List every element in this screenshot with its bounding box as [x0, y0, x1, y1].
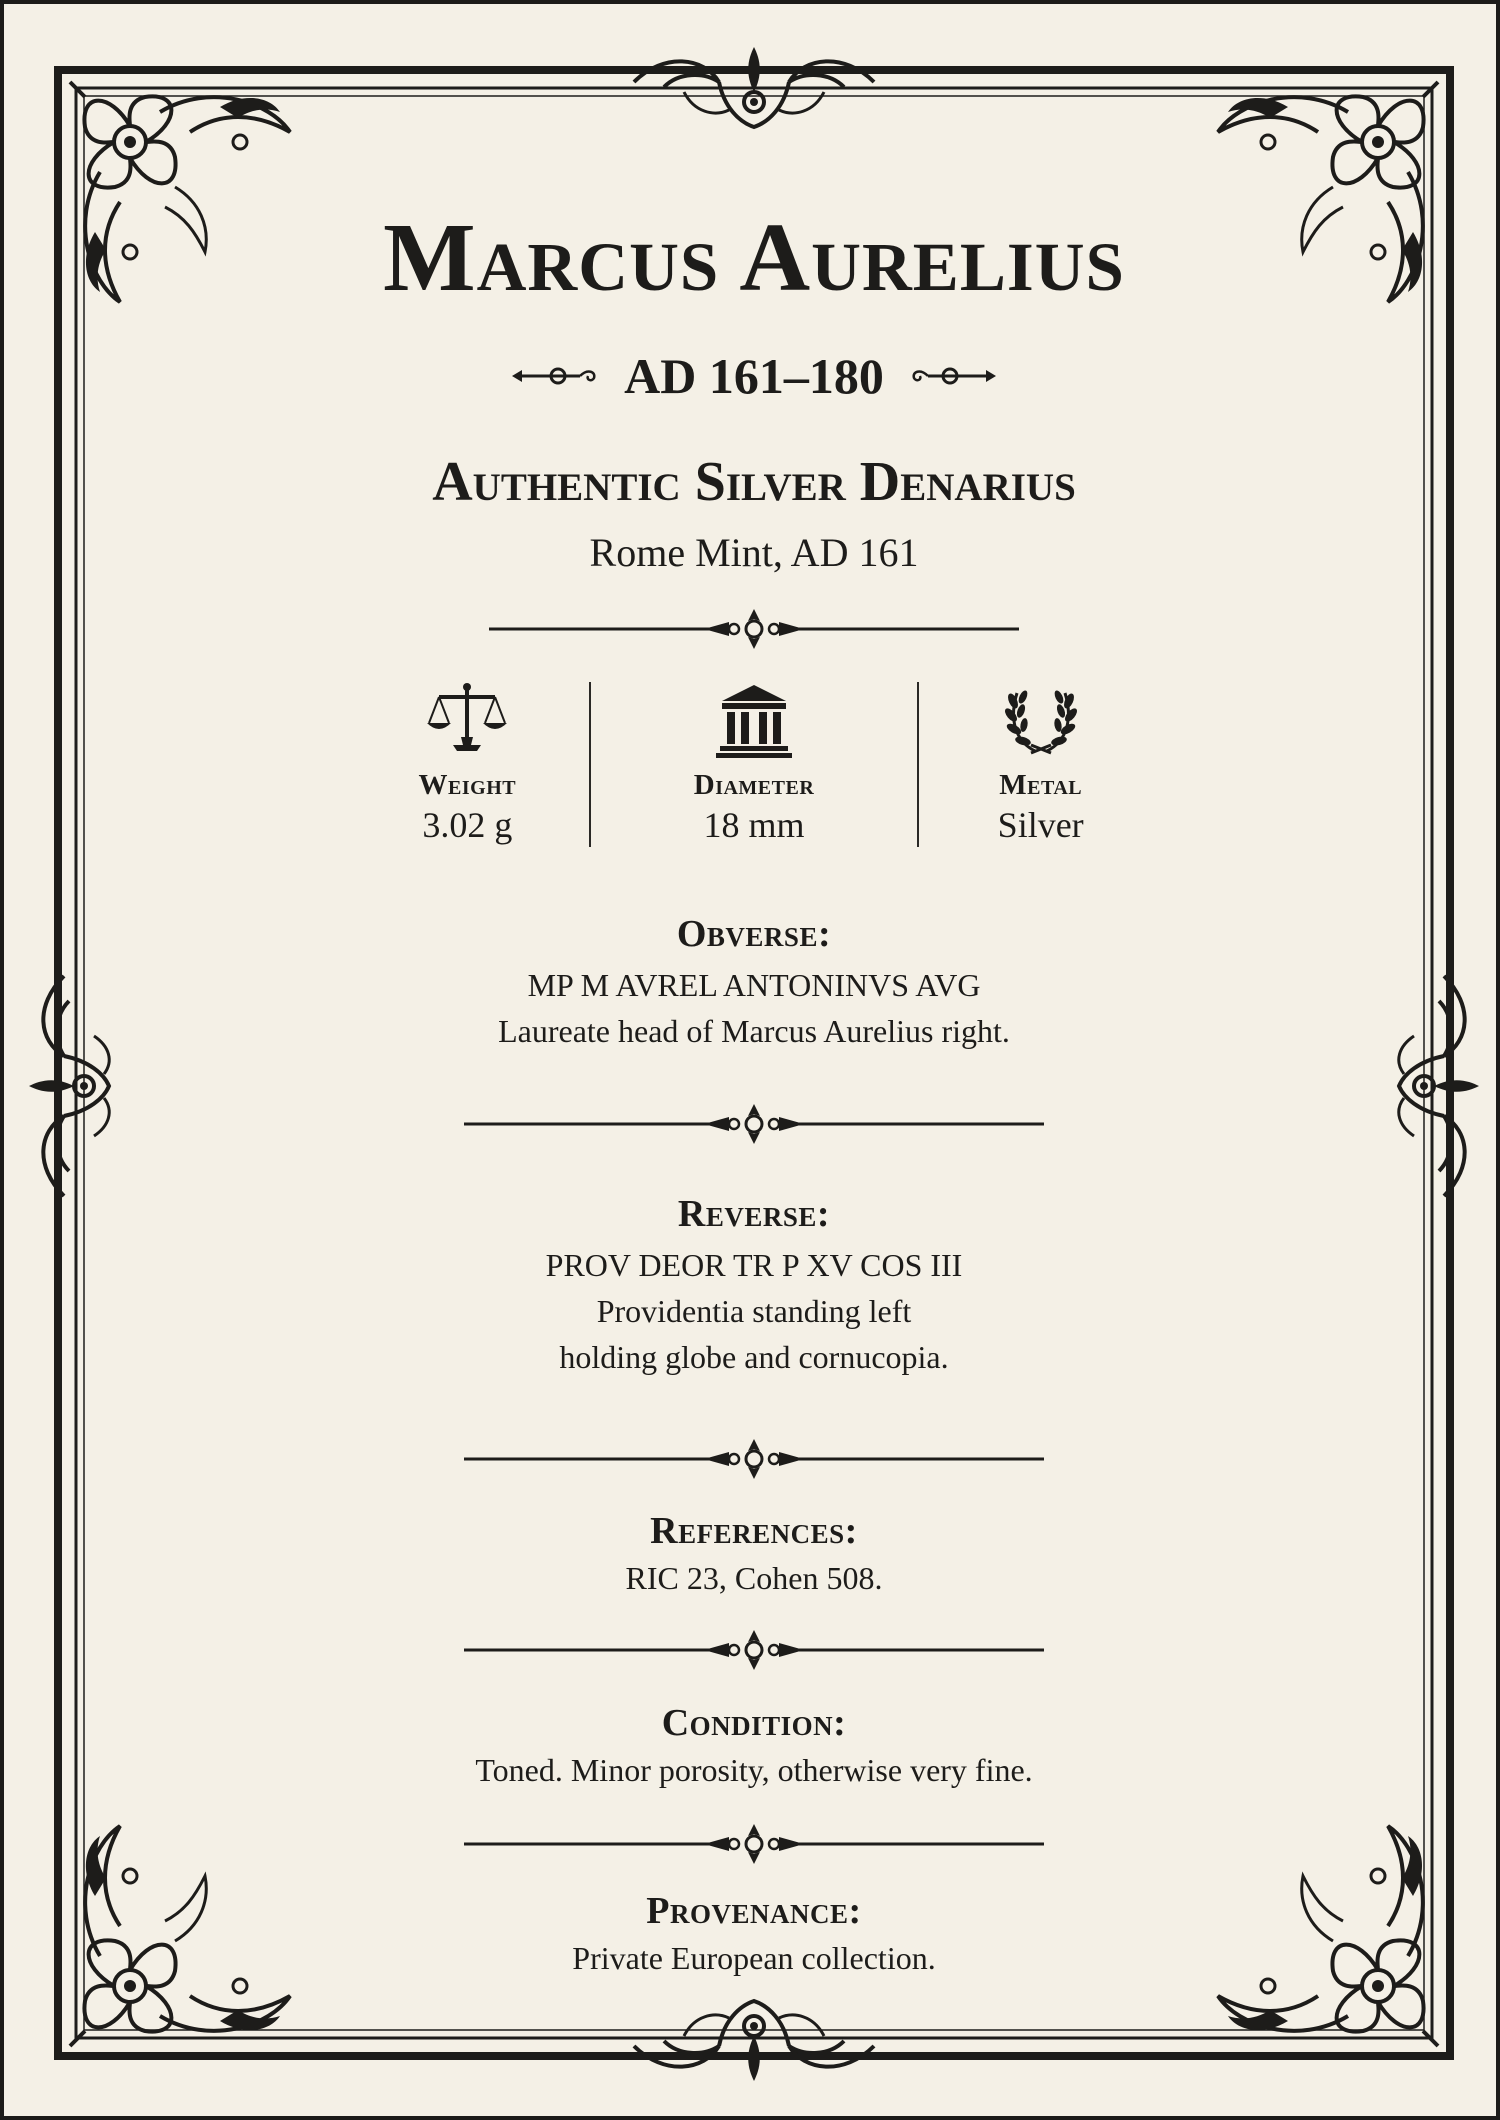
temple-icon: [714, 679, 794, 759]
coin-specs: [324, 679, 1184, 854]
condition-section: [4, 1701, 1500, 1793]
reverse-legend: PROV DEOR TR P XV COS III: [545, 1247, 963, 1283]
spec-metal: [897, 679, 1184, 854]
spec-separator: [917, 682, 919, 847]
reverse-section: [4, 1192, 1500, 1380]
obverse-section: [4, 912, 1500, 1054]
reign-dates-row: [4, 344, 1500, 408]
ornamental-divider: [4, 1630, 1500, 1670]
obverse-legend: MP M AVREL ANTONINVS AVG: [527, 967, 981, 1003]
spec-diameter-value: 18 mm: [703, 805, 805, 845]
spec-weight-value: 3.02 g: [422, 805, 513, 845]
spec-weight-label: Weight: [418, 769, 517, 801]
ornamental-divider: [4, 1824, 1500, 1864]
scales-icon: [427, 679, 507, 759]
flourish-right-icon: [908, 364, 998, 388]
laurel-wreath-icon: [1001, 679, 1081, 759]
provenance-text: Private European collection.: [572, 1940, 936, 1976]
spec-metal-label: Metal: [999, 769, 1083, 801]
reign-dates: AD 161–180: [624, 348, 884, 404]
provenance-section: [4, 1889, 1500, 1981]
page-title: Marcus Aurelius: [383, 204, 1125, 312]
condition-heading: Condition:: [661, 1702, 847, 1744]
ornamental-divider: [4, 1439, 1500, 1479]
spec-separator: [589, 682, 591, 847]
reverse-description-line2: holding globe and cornucopia.: [559, 1339, 949, 1375]
certificate-content: [4, 4, 1500, 2120]
ornamental-divider: [4, 1104, 1500, 1144]
references-section: [4, 1509, 1500, 1601]
spec-weight: [324, 679, 611, 854]
references-text: RIC 23, Cohen 508.: [625, 1560, 883, 1596]
condition-text: Toned. Minor porosity, otherwise very fine.: [475, 1752, 1033, 1788]
provenance-heading: Provenance:: [646, 1890, 862, 1932]
coin-type-title: Authentic Silver Denarius: [432, 451, 1076, 513]
reverse-heading: Reverse:: [677, 1193, 831, 1235]
spec-diameter-label: Diameter: [693, 769, 815, 801]
spec-metal-value: Silver: [997, 805, 1084, 845]
mint-info: Rome Mint, AD 161: [589, 530, 919, 575]
reverse-description-line1: Providentia standing left: [596, 1293, 912, 1329]
ornamental-divider: [4, 609, 1500, 649]
references-heading: References:: [650, 1510, 858, 1552]
obverse-description: Laureate head of Marcus Aurelius right.: [498, 1013, 1010, 1049]
flourish-left-icon: [510, 364, 600, 388]
spec-diameter: [611, 679, 898, 854]
obverse-heading: Obverse:: [676, 913, 832, 955]
